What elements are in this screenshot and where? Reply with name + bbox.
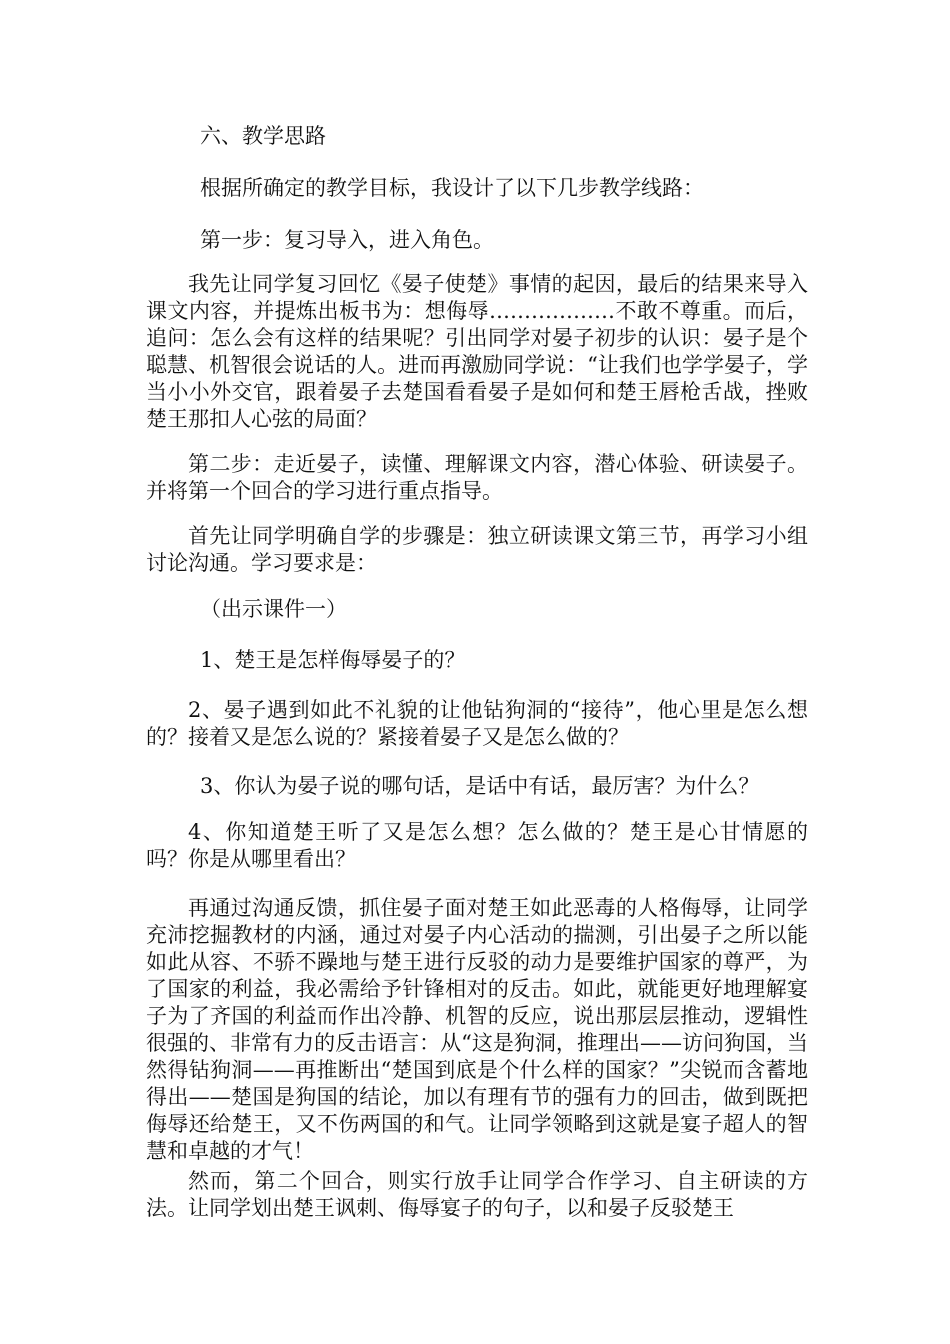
step1-title: 第一步：复习导入，进入角色。 — [200, 228, 494, 252]
round2-paragraph: 然而，第二个回合，则实行放手让同学合作学习、自主研读的方法。让同学划出楚王讽刺、侮辱宴子的句子，以和晏子反驳楚王 — [146, 1169, 808, 1220]
question-1: 1、楚王是怎样侮辱晏子的？ — [200, 648, 466, 672]
question-2: 2、晏子遇到如此不礼貌的让他钻狗洞的“接待”，他心里是怎么想的？接着又是怎么说的？紧接着晏子又是怎么做的？ — [146, 698, 808, 749]
intro-paragraph: 根据所确定的教学目标，我设计了以下几步教学线路： — [200, 176, 704, 200]
question-3: 3、你认为晏子说的哪句话，是话中有话，最厉害？为什么？ — [200, 774, 760, 798]
question-4: 4、你知道楚王听了又是怎么想？怎么做的？楚王是心甘情愿的吗？你是从哪里看出？ — [146, 820, 808, 871]
step1-paragraph: 我先让同学复习回忆《晏子使楚》事情的起因，最后的结果来导入课文内容，并提炼出板书为：想侮辱………………不敢不尊重。而后，追问：怎么会有这样的结果呢？引出同学对晏子初步的认识：晏子是个聪慧、机智很会说话的人。进而再激励同学说：“让我们也学学晏子，学当小小外交官，跟着晏子去楚国看看晏子是如何和楚王唇枪舌战，挫败楚王那扣人心弦的局面？ — [146, 272, 808, 431]
self-study-paragraph: 首先让同学明确自学的步骤是：独立研读课文第三节，再学习小组讨论沟通。学习要求是： — [146, 524, 808, 575]
feedback-paragraph: 再通过沟通反馈，抓住晏子面对楚王如此恶毒的人格侮辱，让同学充沛挖掘教材的内涵，通过对晏子内心活动的揣测，引出晏子之所以能如此从容、不骄不躁地与楚王进行反驳的动力是要维护国家的尊严，为了国家的利益，我必需给予针锋相对的反击。如此，就能更好地理解宴子为了齐国的利益而作出冷静、机智的反应，说出那层层推动，逻辑性很强的、非常有力的反击语言：从“这是狗洞，推理出——访问狗国，当然得钻狗洞——再推断出“楚国到底是个什么样的国家？”尖锐而含蓄地得出——楚国是狗国的结论，加以有理有节的强有力的回击，做到既把侮辱还给楚王，又不伤两国的和气。让同学领略到这就是宴子超人的智慧和卓越的才气！ — [146, 896, 808, 1163]
section-heading: 六、教学思路 — [200, 124, 326, 148]
step2-paragraph: 第二步：走近晏子，读懂、理解课文内容，潜心体验、研读晏子。并将第一个回合的学习进行重点指导。 — [146, 452, 808, 503]
courseware-label: （出示课件一） — [200, 597, 347, 621]
